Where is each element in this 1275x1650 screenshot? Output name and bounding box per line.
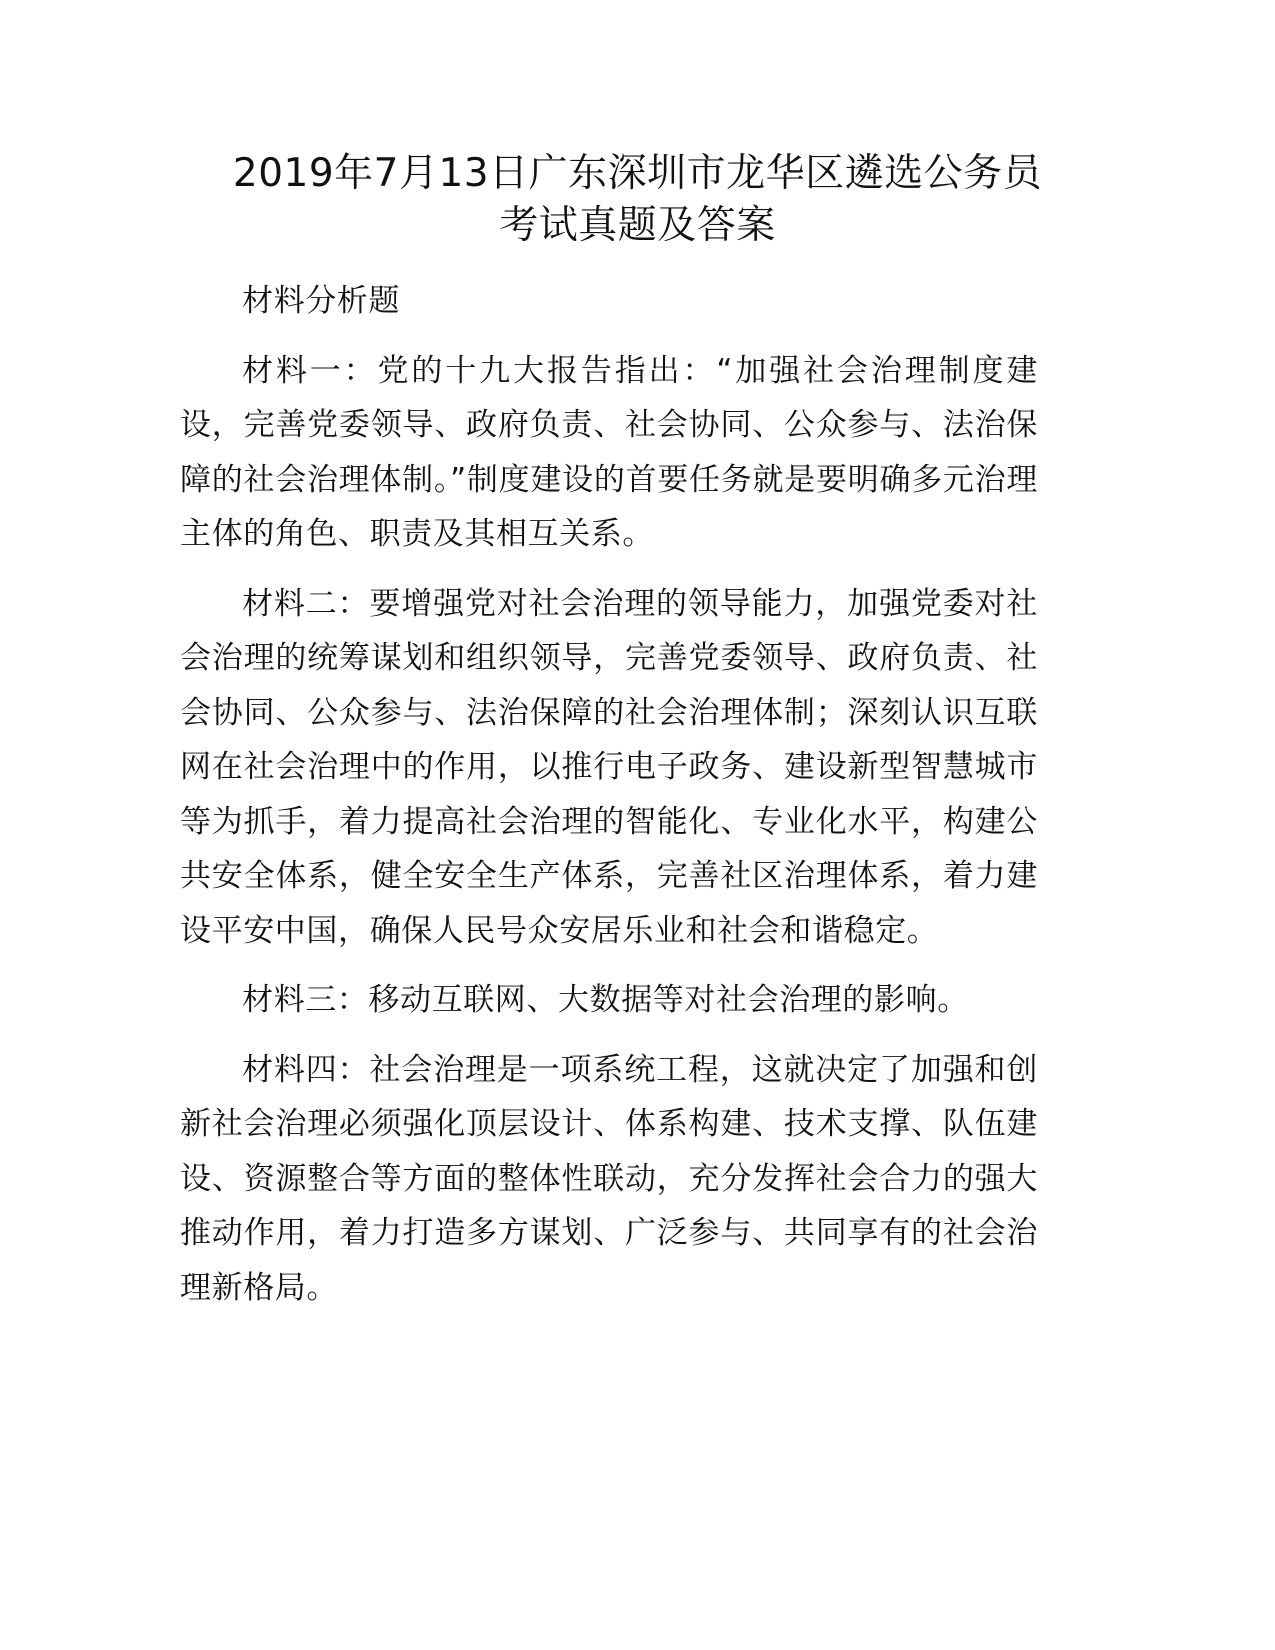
section-heading: 材料分析题 (242, 283, 400, 319)
title-line-1: 2019年7月13日广东深圳市龙华区遴选公务员 (232, 151, 1043, 196)
paragraph-material-4: 材料四：社会治理是一项系统工程，这就决定了加强和创新社会治理必须强化顶层设计、体系构建、技术支撑、队伍建设、资源整合等方面的整体性联动，充分发挥社会合力的强大推动作用，着力打造多方谋划、广泛参与、共同享有的社会治理新格局。 (180, 1051, 1038, 1306)
title-line-2: 考试真题及答案 (499, 203, 776, 248)
paragraph-material-2: 材料二：要增强党对社会治理的领导能力，加强党委对社会治理的统筹谋划和组织领导，完善党委领导、政府负责、社会协同、公众参与、法治保障的社会治理体制；深刻认识互联网在社会治理中的作用，以推行电子政务、建设新型智慧城市等为抓手，着力提高社会治理的智能化、专业化水平，构建公共安全体系，健全安全生产体系，完善社区治理体系，着力建设平安中国，确保人民号众安居乐业和社会和谐稳定。 (180, 585, 1038, 949)
paragraph-material-3: 材料三：移动互联网、大数据等对社会治理的影响。 (242, 982, 969, 1018)
paragraph-material-1: 材料一：党的十九大报告指出：“加强社会治理制度建设，完善党委领导、政府负责、社会协同、公众参与、法治保障的社会治理体制。”制度建设的首要任务就是要明确多元治理主体的角色、职责及其相互关系。 (180, 352, 1038, 552)
document-body (180, 274, 1038, 1330)
page-title (150, 148, 1125, 252)
